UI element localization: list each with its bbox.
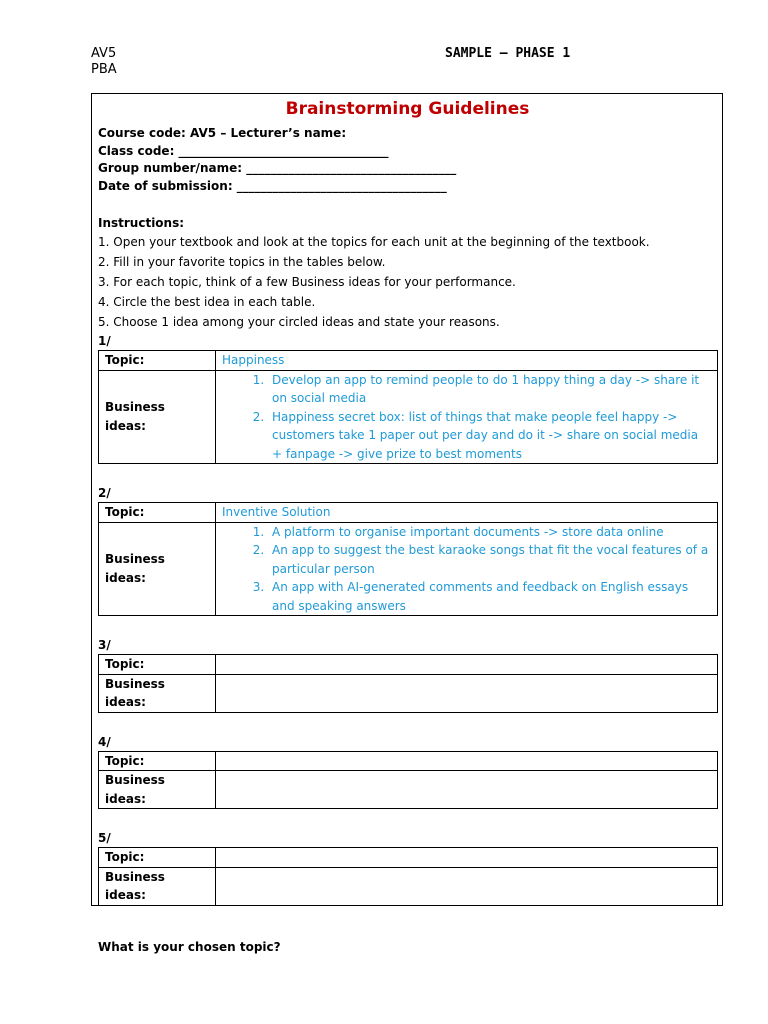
topic-cell[interactable] [216,848,718,868]
ideas-row [99,370,718,464]
ideas-list [222,523,711,616]
topic-label: Topic: [99,655,216,675]
topic-row [99,503,718,523]
course-field: Course code: AV5 – Lecturer’s name: [98,126,347,140]
brainstorm-table-4 [98,751,718,810]
group-field: Group number/name: ___________________________________ [98,161,457,175]
closing-question: What is your chosen topic? [98,939,281,954]
instruction-item: 5. Choose 1 idea among your circled ideas and state your reasons. [98,315,500,329]
table-number: 4/ [98,734,111,749]
ideas-label: Business ideas: [99,674,216,712]
brainstorm-table-1 [98,350,718,464]
instruction-item: 1. Open your textbook and look at the topics for each unit at the beginning of the textbook. [98,235,650,249]
ideas-label: Business ideas: [99,522,216,616]
brainstorm-table-2 [98,502,718,616]
ideas-row [99,771,718,809]
instructions-heading: Instructions: [98,216,185,230]
idea-item: 2. Happiness secret box: list of things that make people feel happy -> customers take 1 paper out per day and do it -> share on social media + fanpage -> give prize to best moments [268,408,711,464]
table-number: 2/ [98,486,111,500]
table-number: 1/ [98,334,111,348]
instruction-item: 2. Fill in your favorite topics in the tables below. [98,255,386,269]
worksheet-content [98,94,717,956]
topic-label: Topic: [99,351,216,371]
table-number: 3/ [98,638,111,652]
ideas-label: Business ideas: [99,370,216,464]
idea-item: 1. A platform to organise important documents -> store data online [268,523,711,542]
page-title: Brainstorming Guidelines [285,99,530,119]
topic-cell[interactable] [216,751,718,771]
course-header [91,46,117,78]
ideas-cell[interactable] [216,674,718,712]
topic-cell[interactable]: Happiness [216,351,718,371]
instructions-list [98,232,717,332]
ideas-label: Business ideas: [99,867,216,905]
ideas-row [99,867,718,905]
ideas-row [99,522,718,616]
ideas-cell[interactable] [216,370,718,464]
topic-row [99,655,718,675]
idea-item: 1. Develop an app to remind people to do 1 happy thing a day -> share it on social media [268,371,711,408]
topic-label: Topic: [99,503,216,523]
info-fields [98,125,717,195]
topic-row [99,351,718,371]
table-number: 5/ [98,831,111,845]
worksheet-frame [91,93,723,954]
ideas-cell[interactable] [216,771,718,809]
idea-item: 2. An app to suggest the best karaoke songs that fit the vocal features of a particular person [268,541,711,578]
phase-label: SAMPLE – PHASE 1 [445,46,571,61]
course-type: PBA [91,62,117,77]
ideas-cell[interactable] [216,522,718,616]
ideas-label: Business ideas: [99,771,216,809]
instruction-item: 4. Circle the best idea in each table. [98,295,316,309]
brainstorm-table-5 [98,847,718,906]
ideas-list [222,371,711,464]
course-code: AV5 [91,46,117,61]
topic-cell[interactable]: Inventive Solution [216,503,718,523]
idea-item: 3. An app with AI-generated comments and feedback on English essays and speaking answers [268,578,711,615]
topic-label: Topic: [99,751,216,771]
topic-cell[interactable] [216,655,718,675]
date-field: Date of submission: ___________________________________ [98,178,447,193]
class-field: Class code: ___________________________________ [98,143,389,158]
topic-row [99,848,718,868]
ideas-row [99,674,718,712]
topic-label: Topic: [99,848,216,868]
topic-row [99,751,718,771]
instruction-item: 3. For each topic, think of a few Business ideas for your performance. [98,275,516,289]
ideas-cell[interactable] [216,867,718,905]
brainstorm-table-3 [98,654,718,713]
